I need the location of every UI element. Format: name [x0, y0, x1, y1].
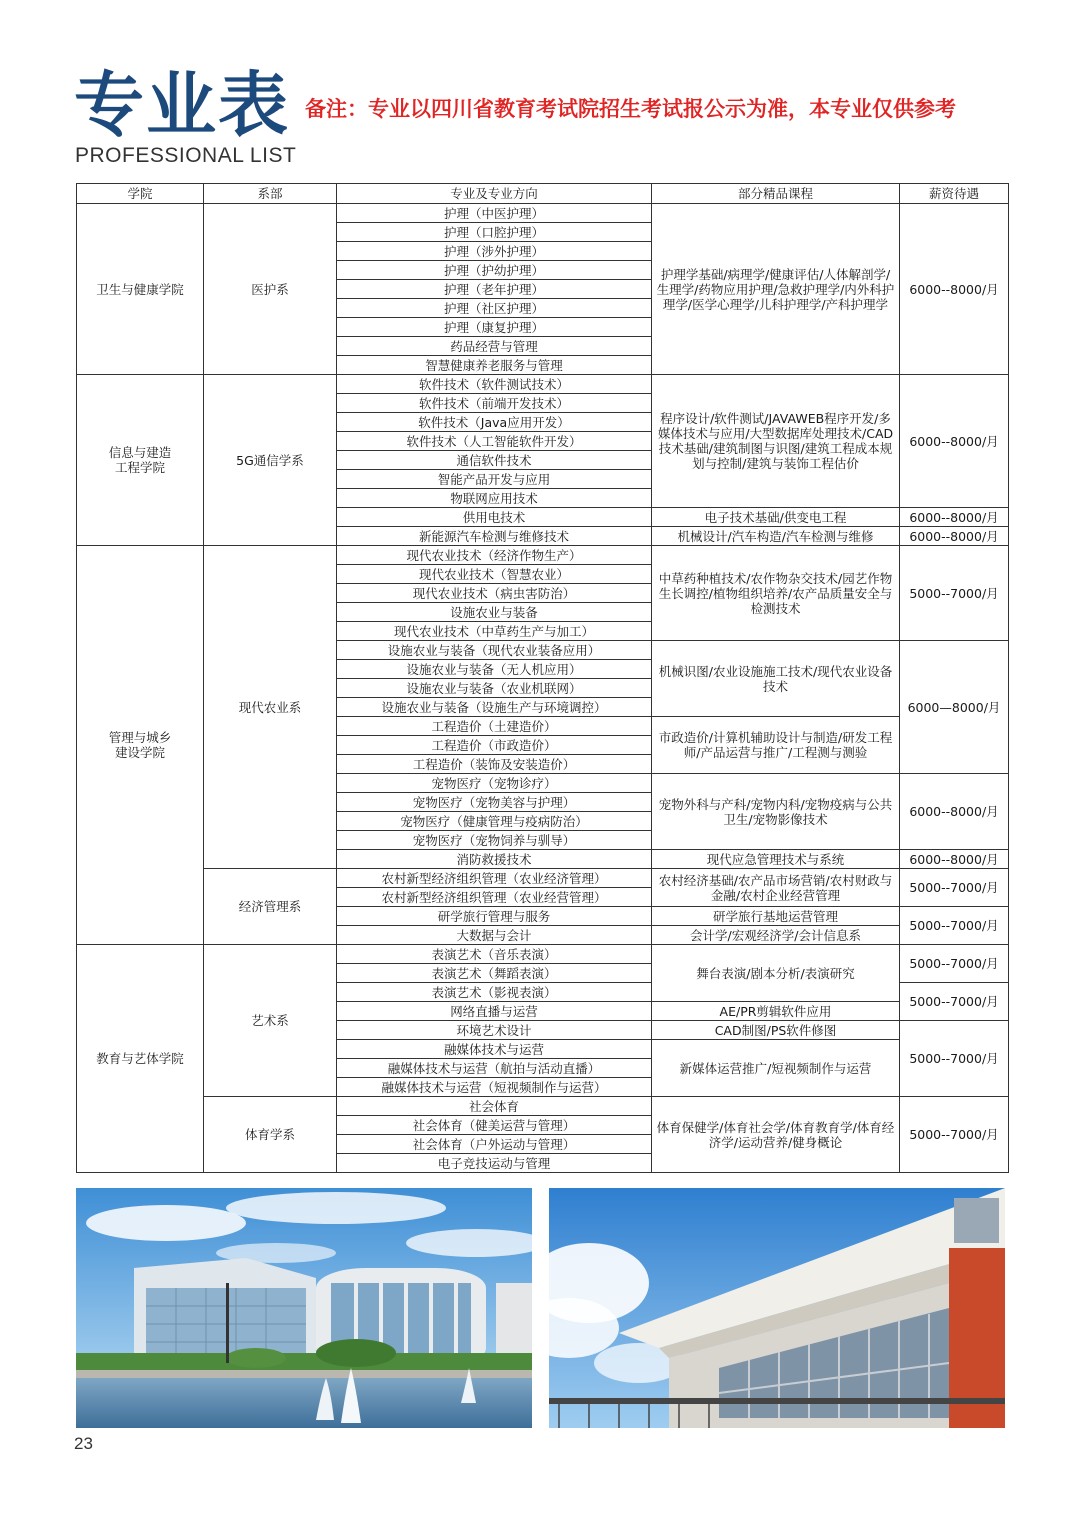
major-cell: 电子竞技运动与管理 [337, 1154, 652, 1173]
major-cell: 宠物医疗（健康管理与疫病防治） [337, 812, 652, 831]
major-cell: 设施农业与装备 [337, 603, 652, 622]
table-row [77, 945, 1009, 964]
salary-cell: 6000--8000/月 [900, 375, 1009, 508]
major-cell: 智能产品开发与应用 [337, 470, 652, 489]
course-cell: 会计学/宏观经济学/会计信息系 [652, 926, 900, 945]
major-cell: 护理（康复护理） [337, 318, 652, 337]
major-cell: 表演艺术（舞蹈表演） [337, 964, 652, 983]
major-cell: 宠物医疗（宠物诊疗） [337, 774, 652, 793]
major-cell: 设施农业与装备（现代农业装备应用） [337, 641, 652, 660]
major-cell: 护理（社区护理） [337, 299, 652, 318]
course-cell: 宠物外科与产科/宠物内科/宠物疫病与公共卫生/宠物影像技术 [652, 774, 900, 850]
major-cell: 工程造价（土建造价） [337, 717, 652, 736]
campus-photo-fountain [76, 1188, 532, 1428]
major-cell: 设施农业与装备（农业机联网） [337, 679, 652, 698]
header-department: 系部 [204, 184, 337, 204]
major-cell: 社会体育（户外运动与管理） [337, 1135, 652, 1154]
major-cell: 药品经营与管理 [337, 337, 652, 356]
major-cell: 融媒体技术与运营（航拍与活动直播） [337, 1059, 652, 1078]
table-row [77, 546, 1009, 565]
major-cell: 大数据与会计 [337, 926, 652, 945]
course-cell: 中草药种植技术/农作物杂交技术/园艺作物生长调控/植物组织培养/农产品质量安全与检测技术 [652, 546, 900, 641]
major-cell: 宠物医疗（宠物美容与护理） [337, 793, 652, 812]
table-row [77, 375, 1009, 394]
course-cell: 机械设计/汽车构造/汽车检测与维修 [652, 527, 900, 546]
major-cell: 消防救援技术 [337, 850, 652, 869]
college-name-line2: 工程学院 [114, 460, 165, 475]
salary-cell: 6000--8000/月 [900, 774, 1009, 850]
major-cell: 社会体育 [337, 1097, 652, 1116]
course-cell: CAD制图/PS软件修图 [652, 1021, 900, 1040]
major-cell: 通信软件技术 [337, 451, 652, 470]
major-cell: 智慧健康养老服务与管理 [337, 356, 652, 375]
salary-cell: 5000--7000/月 [900, 945, 1009, 983]
major-cell: 护理（老年护理） [337, 280, 652, 299]
course-cell: AE/PR剪辑软件应用 [652, 1002, 900, 1021]
course-cell: 体育保健学/体育社会学/体育教育学/体育经济学/运动营养/健身概论 [652, 1097, 900, 1173]
department-cell: 艺术系 [204, 945, 337, 1097]
header-courses: 部分精品课程 [652, 184, 900, 204]
table-row [77, 204, 1009, 223]
salary-cell: 6000--8000/月 [900, 850, 1009, 869]
table-header-row [77, 184, 1009, 204]
major-cell: 现代农业技术（中草药生产与加工） [337, 622, 652, 641]
course-cell: 护理学基础/病理学/健康评估/人体解剖学/生理学/药物应用护理/急救护理学/内外科护理学/医学心理学/儿科护理学/产科护理学 [652, 204, 900, 375]
major-cell: 物联网应用技术 [337, 489, 652, 508]
major-cell: 软件技术（Java应用开发） [337, 413, 652, 432]
major-cell: 宠物医疗（宠物饲养与驯导） [337, 831, 652, 850]
salary-cell: 6000—8000/月 [900, 641, 1009, 774]
college-name-line1: 信息与建造 [108, 445, 172, 460]
major-cell: 新能源汽车检测与维修技术 [337, 527, 652, 546]
table-row [77, 869, 1009, 888]
department-cell: 5G通信学系 [204, 375, 337, 546]
major-cell: 农村新型经济组织管理（农业经济管理） [337, 869, 652, 888]
salary-cell: 6000--8000/月 [900, 508, 1009, 527]
major-cell: 表演艺术（音乐表演） [337, 945, 652, 964]
college-cell [77, 546, 204, 945]
major-cell: 现代农业技术（经济作物生产） [337, 546, 652, 565]
major-cell: 设施农业与装备（无人机应用） [337, 660, 652, 679]
department-cell: 现代农业系 [204, 546, 337, 869]
major-cell: 工程造价（市政造价） [337, 736, 652, 755]
salary-cell: 5000--7000/月 [900, 907, 1009, 945]
college-cell: 卫生与健康学院 [77, 204, 204, 375]
header-salary: 薪资待遇 [900, 184, 1009, 204]
professional-table [76, 183, 1009, 1173]
course-cell: 电子技术基础/供变电工程 [652, 508, 900, 527]
major-cell: 护理（口腔护理） [337, 223, 652, 242]
major-cell: 研学旅行管理与服务 [337, 907, 652, 926]
page-number: 23 [74, 1434, 93, 1453]
major-cell: 软件技术（人工智能软件开发） [337, 432, 652, 451]
major-cell: 表演艺术（影视表演） [337, 983, 652, 1002]
salary-cell: 5000--7000/月 [900, 1021, 1009, 1097]
course-cell: 农村经济基础/农产品市场营销/农村财政与金融/农村企业经营管理 [652, 869, 900, 907]
major-cell: 设施农业与装备（设施生产与环境调控） [337, 698, 652, 717]
college-name-line2: 建设学院 [114, 745, 165, 760]
course-cell: 现代应急管理技术与系统 [652, 850, 900, 869]
major-cell: 融媒体技术与运营 [337, 1040, 652, 1059]
course-cell: 市政造价/计算机辅助设计与制造/研发工程师/产品运营与推广/工程测与测验 [652, 717, 900, 774]
major-cell: 护理（涉外护理） [337, 242, 652, 261]
salary-cell: 5000--7000/月 [900, 983, 1009, 1021]
major-cell: 软件技术（软件测试技术） [337, 375, 652, 394]
major-cell: 现代农业技术（病虫害防治） [337, 584, 652, 603]
department-cell: 体育学系 [204, 1097, 337, 1173]
major-cell: 护理（中医护理） [337, 204, 652, 223]
table-row [77, 1097, 1009, 1116]
salary-cell: 6000--8000/月 [900, 527, 1009, 546]
major-cell: 工程造价（装饰及安装造价） [337, 755, 652, 774]
course-cell: 研学旅行基地运营管理 [652, 907, 900, 926]
major-cell: 社会体育（健美运营与管理） [337, 1116, 652, 1135]
remark-note: 备注：专业以四川省教育考试院招生考试报公示为准，本专业仅供参考 [305, 97, 956, 121]
course-cell: 机械识图/农业设施施工技术/现代农业设备技术 [652, 641, 900, 717]
major-cell: 网络直播与运营 [337, 1002, 652, 1021]
header-college: 学院 [77, 184, 204, 204]
major-cell: 环境艺术设计 [337, 1021, 652, 1040]
salary-cell: 5000--7000/月 [900, 546, 1009, 641]
course-cell: 舞台表演/剧本分析/表演研究 [652, 945, 900, 1002]
course-cell: 程序设计/软件测试/JAVAWEB程序开发/多媒体技术与应用/大型数据库处理技术/CAD技术基础/建筑制图与识图/建筑工程成本规划与控制/建筑与装饰工程估价 [652, 375, 900, 508]
college-name-line1: 管理与城乡 [108, 730, 172, 745]
department-cell: 经济管理系 [204, 869, 337, 945]
major-cell: 供用电技术 [337, 508, 652, 527]
major-cell: 护理（护幼护理） [337, 261, 652, 280]
major-cell: 融媒体技术与运营（短视频制作与运营） [337, 1078, 652, 1097]
salary-cell: 5000--7000/月 [900, 869, 1009, 907]
salary-cell: 5000--7000/月 [900, 1097, 1009, 1173]
page-subtitle: PROFESSIONAL LIST [75, 144, 297, 167]
department-cell: 医护系 [204, 204, 337, 375]
college-cell: 教育与艺体学院 [77, 945, 204, 1173]
salary-cell: 6000--8000/月 [900, 204, 1009, 375]
major-cell: 现代农业技术（智慧农业） [337, 565, 652, 584]
campus-photo-facade [549, 1188, 1005, 1428]
page-title: 专业表 [74, 64, 290, 146]
major-cell: 农村新型经济组织管理（农业经营管理） [337, 888, 652, 907]
major-cell: 软件技术（前端开发技术） [337, 394, 652, 413]
header-major: 专业及专业方向 [337, 184, 652, 204]
course-cell: 新媒体运营推广/短视频制作与运营 [652, 1040, 900, 1097]
college-cell [77, 375, 204, 546]
